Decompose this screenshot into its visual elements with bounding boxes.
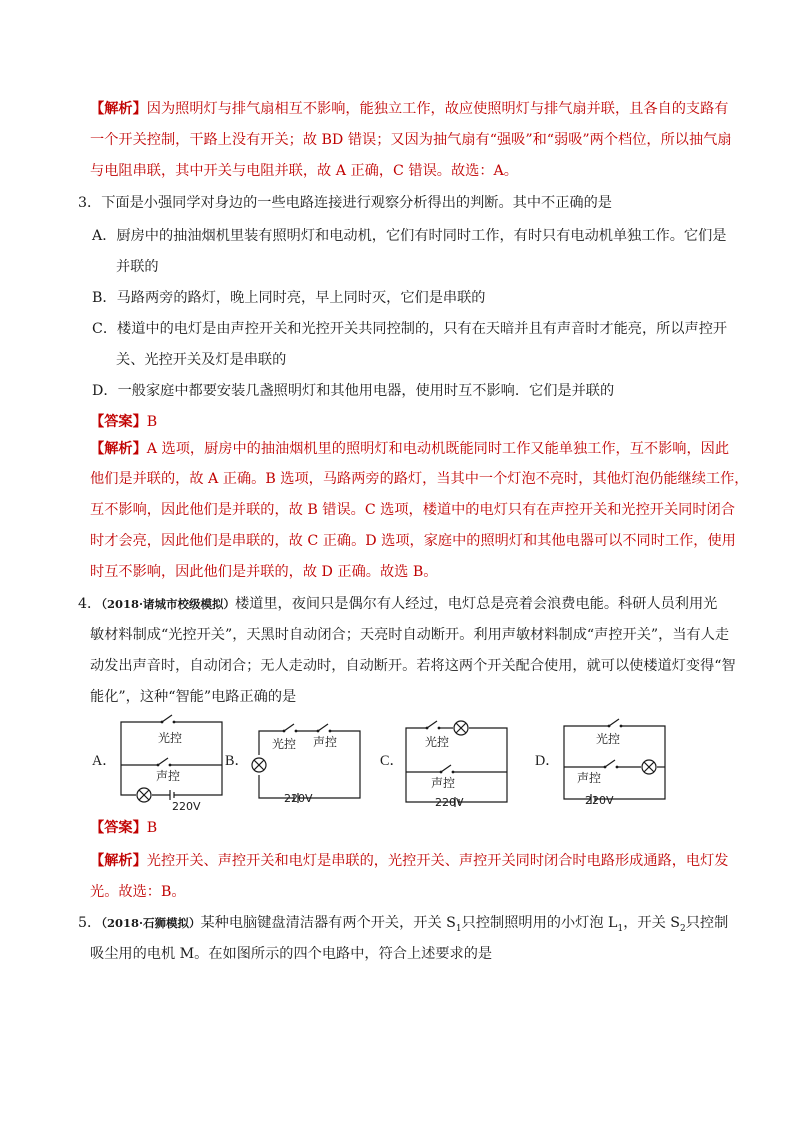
q4-option-d-letter: D． xyxy=(535,753,560,769)
q5-stem-line-2: 吸尘用的电机 M。在如图所示的四个电路中，符合上述要求的是 xyxy=(90,946,493,962)
q4-d-sound-label: 声控 xyxy=(577,771,602,785)
q4-c-sound-label: 声控 xyxy=(431,776,456,790)
q3-analysis-line-2: 他们是并联的，故 A 正确。B 选项，马路两旁的路灯，当其中一个灯泡不亮时，其他灯泡仍能继续工作， xyxy=(90,471,749,487)
q4-stem-line-1: 4．（2018·诸城市校级模拟）楼道里，夜间只是偶尔有人经过，电灯总是亮着会浪费电能。科研人员利用光 xyxy=(78,596,718,612)
q4-option-a-letter: A． xyxy=(92,753,117,769)
q5-source: （2018·石狮模拟） xyxy=(101,916,201,930)
q3-analysis-line-5: 时互不影响，因此他们是并联的，故 D 正确。故选 B。 xyxy=(90,564,438,580)
q3-analysis-line-3: 互不影响，因此他们是并联的，故 B 错误。C 选项，楼道中的电灯只有在声控开关和光控开关同时闭合 xyxy=(90,502,735,518)
analysis-tag: 【解析】 xyxy=(90,101,147,117)
q3-option-b: B．马路两旁的路灯，晚上同时亮，早上同时灭，它们是串联的 xyxy=(92,290,486,306)
q4-circuit-d xyxy=(563,718,673,812)
q2-analysis-line-1: 【解析】因为照明灯与排气扇相互不影响，能独立工作，故应使照明灯与排气扇并联，且各自的支路有 xyxy=(90,101,729,117)
q4-d-voltage-label: 220V xyxy=(585,794,614,807)
q4-circuit-c xyxy=(405,718,515,812)
q4-a-voltage-label: 220V xyxy=(172,800,201,813)
q4-stem-line-2: 敏材料制成“光控开关”，天黑时自动闭合；天亮时自动断开。利用声敏材料制成“声控开关”，当有人走 xyxy=(90,627,730,643)
q4-c-light-label: 光控 xyxy=(425,735,450,749)
q4-analysis-line-1: 【解析】光控开关、声控开关和电灯是串联的，光控开关、声控开关同时闭合时电路形成通路，电灯发 xyxy=(90,853,729,869)
q4-d-light-label: 光控 xyxy=(596,732,621,746)
q4-b-sound-label: 声控 xyxy=(313,735,338,749)
q4-c-voltage-label: 220V xyxy=(435,796,464,809)
q4-circuit-b xyxy=(258,723,368,807)
q3-option-a-cont: 并联的 xyxy=(116,259,159,275)
q3-option-c-cont: 关、光控开关及灯是串联的 xyxy=(116,352,287,368)
q4-analysis-line-2: 光。故选：B。 xyxy=(90,884,186,900)
q2-analysis-line-2: 一个开关控制，干路上没有开关；故 BD 错误；又因为抽气扇有“强吸”和“弱吸”两个档位，所以抽气扇 xyxy=(90,132,732,148)
q3-option-c: C．楼道中的电灯是由声控开关和光控开关共同控制的，只有在天暗并且有声音时才能亮，所以声控开 xyxy=(92,321,728,337)
q4-stem-line-3: 动发出声音时，自动闭合；无人走动时，自动断开。若将这两个开关配合使用，就可以使楼道灯变得“智 xyxy=(90,658,736,674)
q3-stem: 3．下面是小强同学对身边的一些电路连接进行观察分析得出的判断。其中不正确的是 xyxy=(78,195,612,211)
q3-analysis-line-4: 时才会亮，因此他们是串联的，故 C 正确。D 选项，家庭中的照明灯和其他电器可以不同时工作，使用 xyxy=(90,533,736,549)
q4-stem-line-4: 能化”，这种“智能”电路正确的是 xyxy=(90,689,297,705)
q4-option-b-letter: B． xyxy=(225,753,249,769)
q3-analysis-line-1: 【解析】A 选项，厨房中的抽油烟机里的照明灯和电动机既能同时工作又能单独工作，互不影响，因此 xyxy=(90,441,730,457)
q4-b-voltage-label: 220V xyxy=(284,792,313,805)
q3-option-d: D．一般家庭中都要安装几盏照明灯和其他用电器，使用时互不影响．它们是并联的 xyxy=(92,383,615,399)
q5-stem-line-1: 5．（2018·石狮模拟）某种电脑键盘清洁器有两个开关，开关 $S_1$只控制照明用的小灯泡 $L_1$，开关 $S_2$只控制 xyxy=(78,915,729,934)
q4-b-light-label: 光控 xyxy=(272,737,297,751)
q4-circuit-a xyxy=(120,718,230,812)
q3-option-a: A．厨房中的抽油烟机里装有照明灯和电动机，它们有时同时工作，有时只有电动机单独工作。它们是 xyxy=(92,228,727,244)
q3-answer: 【答案】B xyxy=(90,414,158,430)
q4-a-light-label: 光控 xyxy=(158,731,183,745)
q2-analysis-line-3: 与电阻串联，其中开关与电阻并联，故 A 正确，C 错误。故选：A。 xyxy=(90,163,518,179)
q4-source: （2018·诸城市校级模拟） xyxy=(101,597,235,611)
q4-answer: 【答案】B xyxy=(90,820,158,836)
q4-a-sound-label: 声控 xyxy=(156,769,181,783)
q4-option-c-letter: C． xyxy=(380,753,404,769)
